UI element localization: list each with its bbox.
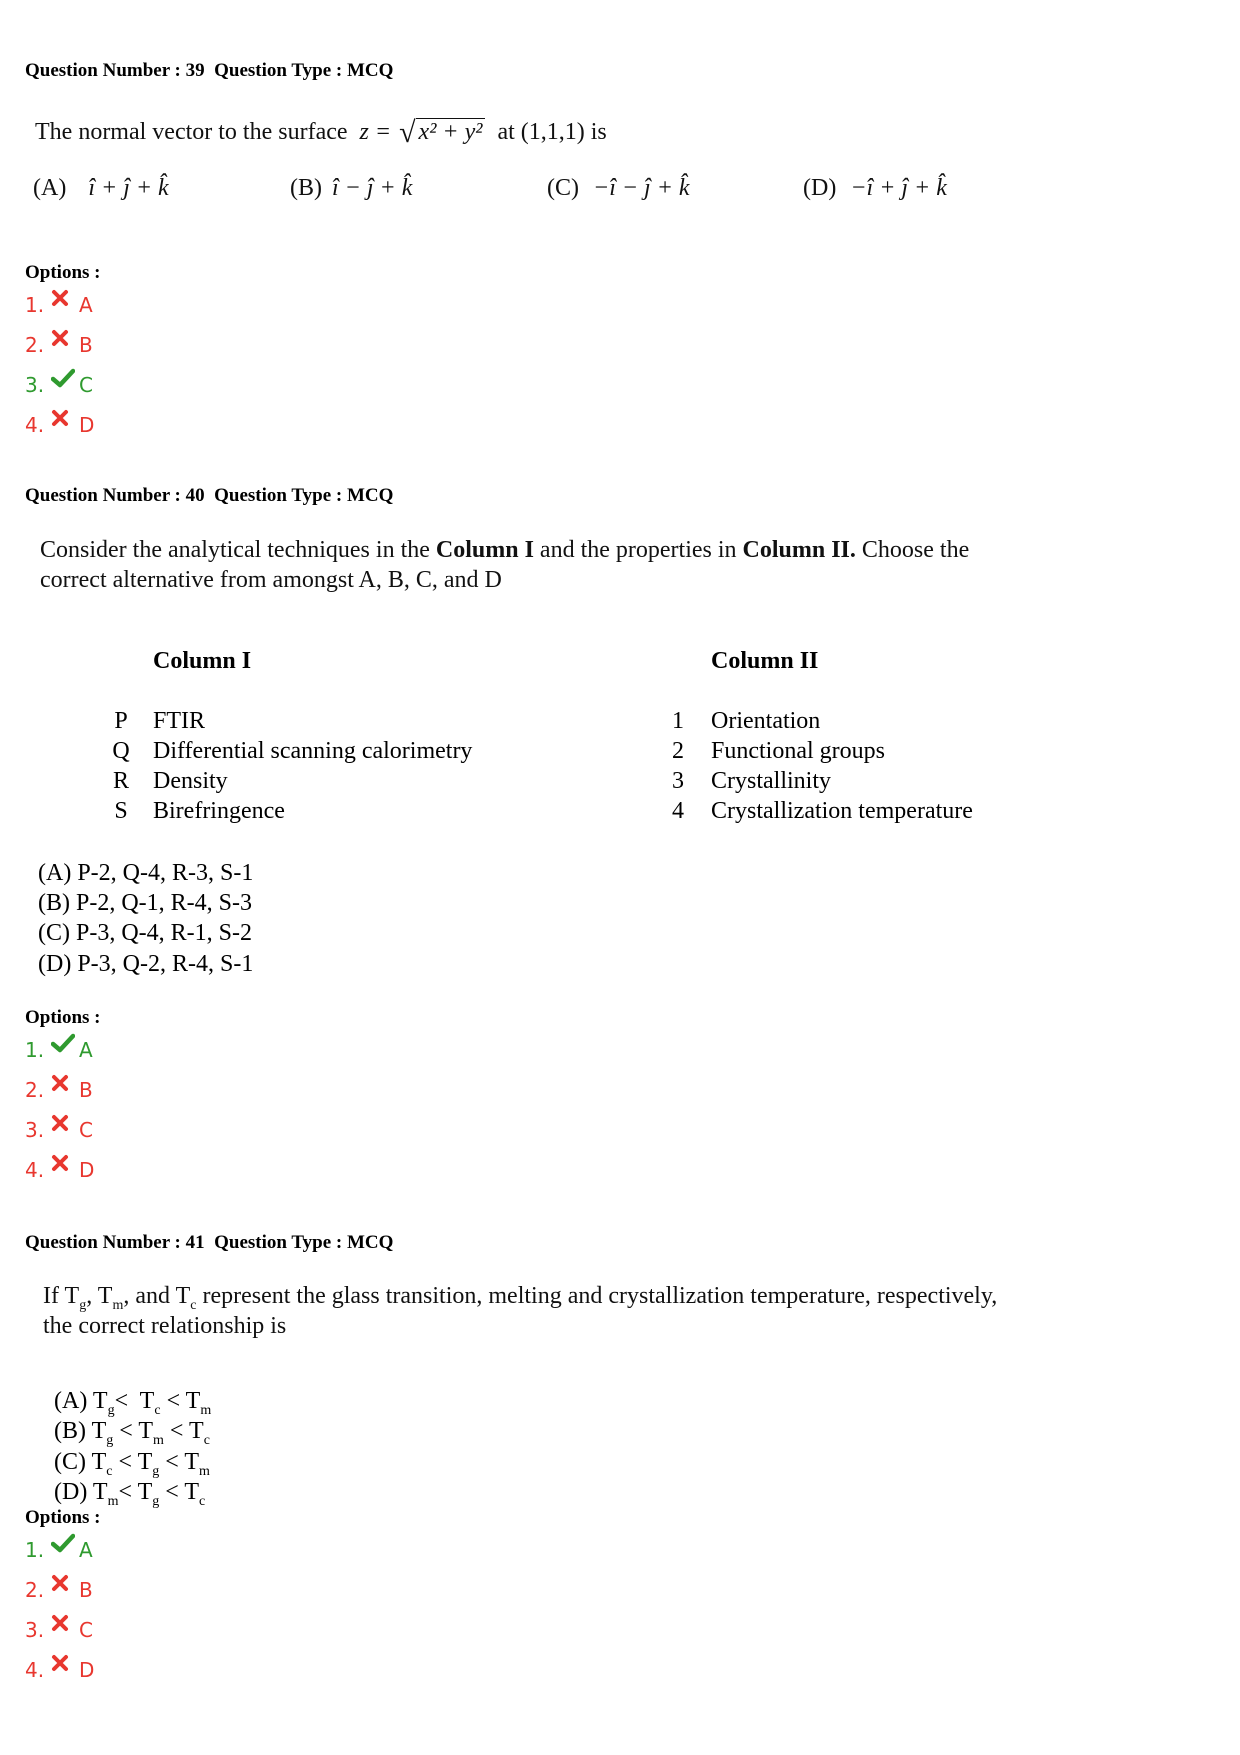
choice-subscript: m xyxy=(199,1463,210,1479)
option-letter: B xyxy=(79,1578,93,1602)
stem-formula-sqrt xyxy=(399,113,485,147)
column-1-key: S xyxy=(114,798,128,824)
column-2-key: 4 xyxy=(672,798,684,824)
choice-text: −î + ĵ + k̂ xyxy=(850,175,947,201)
question-39-option-1[interactable] xyxy=(25,293,93,317)
option-letter: A xyxy=(79,293,93,317)
question-39-choice-b xyxy=(290,175,412,202)
choice-subscript: m xyxy=(107,1493,119,1509)
choice-label: (A) xyxy=(33,175,67,201)
question-39-header: Question Number : 39 Question Type : MCQ xyxy=(25,60,394,81)
question-41-header: Question Number : 41 Question Type : MCQ xyxy=(25,1232,394,1253)
column-2-item: Orientation xyxy=(711,708,821,734)
check-icon xyxy=(51,1033,77,1055)
choice-label: (C) xyxy=(54,1449,92,1475)
choice-operator: < xyxy=(163,1418,190,1444)
cross-icon xyxy=(51,1073,77,1095)
question-41-options-label: Options : xyxy=(25,1507,101,1528)
option-number: 1. xyxy=(25,293,45,317)
sqrt-symbol: √ xyxy=(399,116,416,149)
question-40-stem-line1 xyxy=(40,537,969,564)
stem-subscript: c xyxy=(190,1297,197,1313)
question-39-choice-a xyxy=(33,175,169,202)
question-40-choice-a: (A) P-2, Q-4, R-3, S-1 xyxy=(38,860,254,886)
choice-operator: < xyxy=(159,1479,185,1505)
choice-term: T xyxy=(91,1418,107,1444)
choice-operator: < xyxy=(118,1479,138,1505)
choice-text: î − ĵ + k̂ xyxy=(332,175,413,201)
choice-subscript: g xyxy=(107,1402,115,1418)
column-1-key: P xyxy=(114,708,128,734)
column-2-key: 3 xyxy=(672,768,684,794)
question-41-option-2[interactable] xyxy=(25,1578,93,1602)
question-41-choice-d xyxy=(42,1452,205,1510)
option-number: 4. xyxy=(25,413,45,437)
question-40-option-2[interactable] xyxy=(25,1078,93,1102)
choice-operator: < xyxy=(113,1418,139,1444)
column-2-title: Column II xyxy=(711,648,819,674)
choice-operator: < xyxy=(159,1449,185,1475)
stem-subscript: g xyxy=(79,1297,87,1313)
stem-text: and the properties in xyxy=(533,537,743,563)
choice-subscript: g xyxy=(152,1493,160,1509)
choice-operator: < xyxy=(112,1449,138,1475)
question-40-choice-b: (B) P-2, Q-1, R-4, S-3 xyxy=(38,890,252,916)
choice-term: T xyxy=(137,1479,153,1505)
column-2-key: 2 xyxy=(672,738,684,764)
column-1-item: Differential scanning calorimetry xyxy=(153,738,473,764)
choice-term: T xyxy=(139,1388,155,1414)
question-41-option-3[interactable] xyxy=(25,1618,93,1642)
question-41-option-4[interactable] xyxy=(25,1658,94,1682)
stem-text: , T xyxy=(86,1283,113,1309)
option-letter: C xyxy=(79,1118,93,1142)
question-40-option-3[interactable] xyxy=(25,1118,93,1142)
option-number: 2. xyxy=(25,1578,45,1602)
column-1-key: R xyxy=(112,768,129,794)
question-41-stem-line1 xyxy=(43,1283,997,1314)
question-40-choice-c: (C) P-3, Q-4, R-1, S-2 xyxy=(38,920,252,946)
choice-label: (D) xyxy=(54,1479,93,1505)
cross-icon xyxy=(51,1653,77,1675)
cross-icon xyxy=(51,1153,77,1175)
option-letter: A xyxy=(79,1038,93,1062)
cross-icon xyxy=(51,328,77,350)
column-2-key: 1 xyxy=(672,708,684,734)
cross-icon xyxy=(51,1113,77,1135)
choice-subscript: c xyxy=(106,1463,113,1479)
cross-icon xyxy=(51,288,77,310)
question-39-options-label: Options : xyxy=(25,262,101,283)
choice-subscript: c xyxy=(154,1402,161,1418)
question-40-option-4[interactable] xyxy=(25,1158,94,1182)
option-letter: B xyxy=(79,333,93,357)
option-number: 2. xyxy=(25,333,45,357)
choice-term: T xyxy=(184,1449,200,1475)
question-39-option-2[interactable] xyxy=(25,333,93,357)
option-number: 2. xyxy=(25,1078,45,1102)
question-41-stem-line2: the correct relationship is xyxy=(43,1313,287,1339)
choice-text: î + ĵ + k̂ xyxy=(88,175,169,201)
stem-text: Consider the analytical techniques in the xyxy=(40,537,436,563)
choice-label: (B) xyxy=(290,175,322,201)
choice-term: T xyxy=(138,1418,154,1444)
option-number: 4. xyxy=(25,1658,45,1682)
stem-bold: Column II. xyxy=(742,537,856,563)
column-1-item: Birefringence xyxy=(153,798,285,824)
question-39-stem xyxy=(35,113,607,147)
option-number: 3. xyxy=(25,1118,45,1142)
choice-term: T xyxy=(137,1449,153,1475)
option-letter: C xyxy=(79,373,93,397)
question-40-header: Question Number : 40 Question Type : MCQ xyxy=(25,485,394,506)
choice-label: (C) xyxy=(547,175,579,201)
choice-term: T xyxy=(91,1449,107,1475)
column-1-item: Density xyxy=(153,768,228,794)
question-40-option-1[interactable] xyxy=(25,1038,93,1062)
column-2-item: Functional groups xyxy=(711,738,885,764)
option-letter: D xyxy=(79,1658,95,1682)
question-41-option-1[interactable] xyxy=(25,1538,93,1562)
question-40-options-label: Options : xyxy=(25,1007,101,1028)
question-40-stem-line2: correct alternative from amongst A, B, C, and D xyxy=(40,567,502,593)
stem-bold: Column I xyxy=(435,537,534,563)
column-2-item: Crystallinity xyxy=(711,768,831,794)
option-letter: D xyxy=(79,1158,95,1182)
option-letter: D xyxy=(79,413,95,437)
choice-subscript: g xyxy=(152,1463,160,1479)
choice-subscript: g xyxy=(106,1432,114,1448)
choice-term: T xyxy=(184,1479,200,1505)
question-39-option-4[interactable] xyxy=(25,413,94,437)
cross-icon xyxy=(51,408,77,430)
stem-text: If T xyxy=(43,1283,80,1309)
question-39-option-3[interactable] xyxy=(25,373,93,397)
choice-term: T xyxy=(189,1418,204,1444)
cross-icon xyxy=(51,1573,77,1595)
option-letter: A xyxy=(79,1538,93,1562)
choice-term: T xyxy=(185,1388,201,1414)
option-letter: B xyxy=(79,1078,93,1102)
choice-operator: < xyxy=(114,1388,140,1414)
choice-operator: < xyxy=(160,1388,186,1414)
choice-text: −î − ĵ + k̂ xyxy=(593,175,690,201)
column-2-item: Crystallization temperature xyxy=(711,798,973,824)
option-letter: C xyxy=(79,1618,93,1642)
option-number: 3. xyxy=(25,373,45,397)
column-1-item: FTIR xyxy=(153,708,206,734)
choice-label: (A) xyxy=(54,1388,93,1414)
choice-subscript: c xyxy=(199,1493,206,1509)
question-40-choice-d: (D) P-3, Q-2, R-4, S-1 xyxy=(38,951,254,977)
choice-label: (B) xyxy=(54,1418,92,1444)
choice-term: T xyxy=(92,1479,108,1505)
choice-label: (D) xyxy=(803,175,837,201)
option-number: 1. xyxy=(25,1538,45,1562)
column-1-key: Q xyxy=(112,738,130,764)
stem-subscript: m xyxy=(112,1297,124,1313)
stem-formula-radicand: x² + y² xyxy=(416,118,486,145)
column-1-title: Column I xyxy=(153,648,252,674)
stem-formula-lhs: z = xyxy=(359,119,392,145)
question-39-choice-d xyxy=(803,175,947,202)
stem-prefix: The normal vector to the surface xyxy=(35,119,348,145)
option-number: 4. xyxy=(25,1158,45,1182)
stem-text: Choose the xyxy=(855,537,970,563)
choice-subscript: m xyxy=(200,1402,212,1418)
cross-icon xyxy=(51,1613,77,1635)
question-39-choice-c xyxy=(547,175,690,202)
check-icon xyxy=(51,368,77,390)
choice-term: T xyxy=(92,1388,108,1414)
stem-text: , and T xyxy=(123,1283,191,1309)
option-number: 1. xyxy=(25,1038,45,1062)
choice-subscript: c xyxy=(203,1432,210,1448)
choice-subscript: m xyxy=(153,1432,164,1448)
stem-text: represent the glass transition, melting and crystallization temperature, respectively, xyxy=(196,1283,998,1309)
check-icon xyxy=(51,1533,77,1555)
stem-suffix: at (1,1,1) is xyxy=(497,119,607,145)
option-number: 3. xyxy=(25,1618,45,1642)
